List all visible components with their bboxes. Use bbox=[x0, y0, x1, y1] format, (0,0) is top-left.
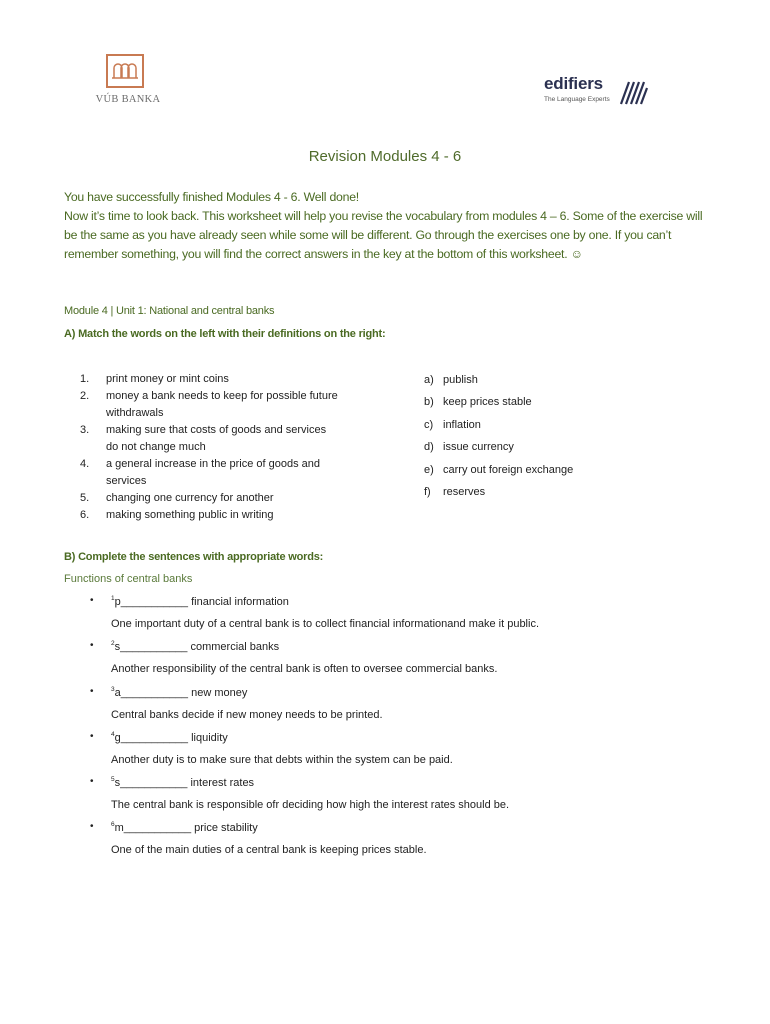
gap-word: $^1$p___________ financial information bbox=[111, 595, 289, 608]
bullet-icon: • bbox=[90, 821, 94, 832]
gap-word: $^2$s___________ commercial banks bbox=[111, 640, 280, 653]
list-item: 4. a general increase in the price of goods and services bbox=[80, 458, 321, 487]
bullet-icon: • bbox=[90, 686, 94, 697]
list-item: 2. money a bank needs to keep for possible future withdrawals bbox=[80, 390, 338, 419]
list-item: b) keep prices stable bbox=[424, 396, 532, 409]
list-item: e) carry out foreign exchange bbox=[424, 463, 574, 476]
list-item: c) inflation bbox=[424, 418, 481, 431]
vub-logo-text: VÚB BANKA bbox=[95, 94, 161, 105]
numbered-list bbox=[80, 371, 340, 524]
section-b-subheading: Functions of central banks bbox=[64, 573, 193, 585]
gap-sentence: Central banks decide if new money needs to be printed. bbox=[111, 709, 383, 721]
bullet-icon: • bbox=[90, 776, 94, 787]
list-item: d) issue currency bbox=[424, 441, 514, 454]
lettered-list bbox=[424, 372, 573, 506]
list-item: 1. print money or mint coins bbox=[80, 373, 229, 385]
gap-sentence: Another duty is to make sure that debts within the system can be paid. bbox=[111, 754, 453, 766]
vub-banka-logo bbox=[94, 54, 162, 110]
intro-line-2: Now it’s time to look back. This worksheet will help you revise the vocabulary from modules 4 – 6. Some of the exercise will be the same as you have already seen while some will be different. Go through the exercises one by one. If you can’t remember something, you will find the correct answers in the key at the bottom of this worksheet. ☺ bbox=[64, 209, 703, 261]
edifiers-logo bbox=[544, 72, 654, 112]
edifiers-stripes-icon bbox=[619, 78, 649, 106]
gap-sentence: The central bank is responsible ofr deciding how high the interest rates should be. bbox=[111, 799, 510, 811]
bullet-item bbox=[90, 731, 710, 766]
page-title: Revision Modules 4 - 6 bbox=[308, 148, 462, 165]
bullet-item bbox=[90, 595, 710, 630]
bullet-icon: • bbox=[90, 731, 94, 742]
gap-sentence: One important duty of a central bank is to collect financial informationand make it public. bbox=[111, 618, 540, 630]
bullet-icon: • bbox=[90, 595, 94, 606]
list-item: 5. changing one currency for another bbox=[80, 492, 274, 504]
bullet-icon: • bbox=[90, 640, 94, 651]
gap-word: $^3$a___________ new money bbox=[111, 686, 248, 699]
bullet-item bbox=[90, 640, 710, 675]
bullet-item bbox=[90, 776, 710, 811]
intro-text bbox=[64, 188, 704, 264]
gap-word: $^5$s___________ interest rates bbox=[111, 776, 255, 789]
list-item: 6. making something public in writing bbox=[80, 509, 274, 521]
edifiers-logo-tagline: The Language Experts bbox=[544, 96, 610, 103]
bullet-item bbox=[90, 821, 710, 856]
module-heading: Module 4 | Unit 1: National and central banks bbox=[64, 305, 275, 317]
edifiers-logo-name: edifiers bbox=[544, 74, 603, 93]
bullet-item bbox=[90, 686, 710, 721]
list-item: 3. making sure that costs of goods and services do not change much bbox=[80, 424, 327, 453]
intro-line-1: You have successfully finished Modules 4 - 6. Well done! bbox=[64, 190, 359, 204]
gap-word: $^6$m___________ price stability bbox=[111, 821, 258, 834]
section-a-heading: A) Match the words on the left with their definitions on the right: bbox=[64, 328, 386, 340]
list-item: a) publish bbox=[424, 374, 478, 386]
gap-word: $^4$g___________ liquidity bbox=[111, 731, 228, 744]
list-item: f) reserves bbox=[424, 485, 486, 498]
gap-sentence: Another responsibility of the central bank is often to oversee commercial banks. bbox=[111, 663, 498, 675]
gap-sentence: One of the main duties of a central bank is keeping prices stable. bbox=[111, 844, 427, 856]
section-b-heading: B) Complete the sentences with appropriate words: bbox=[64, 551, 324, 563]
vub-arches-icon bbox=[106, 54, 144, 88]
